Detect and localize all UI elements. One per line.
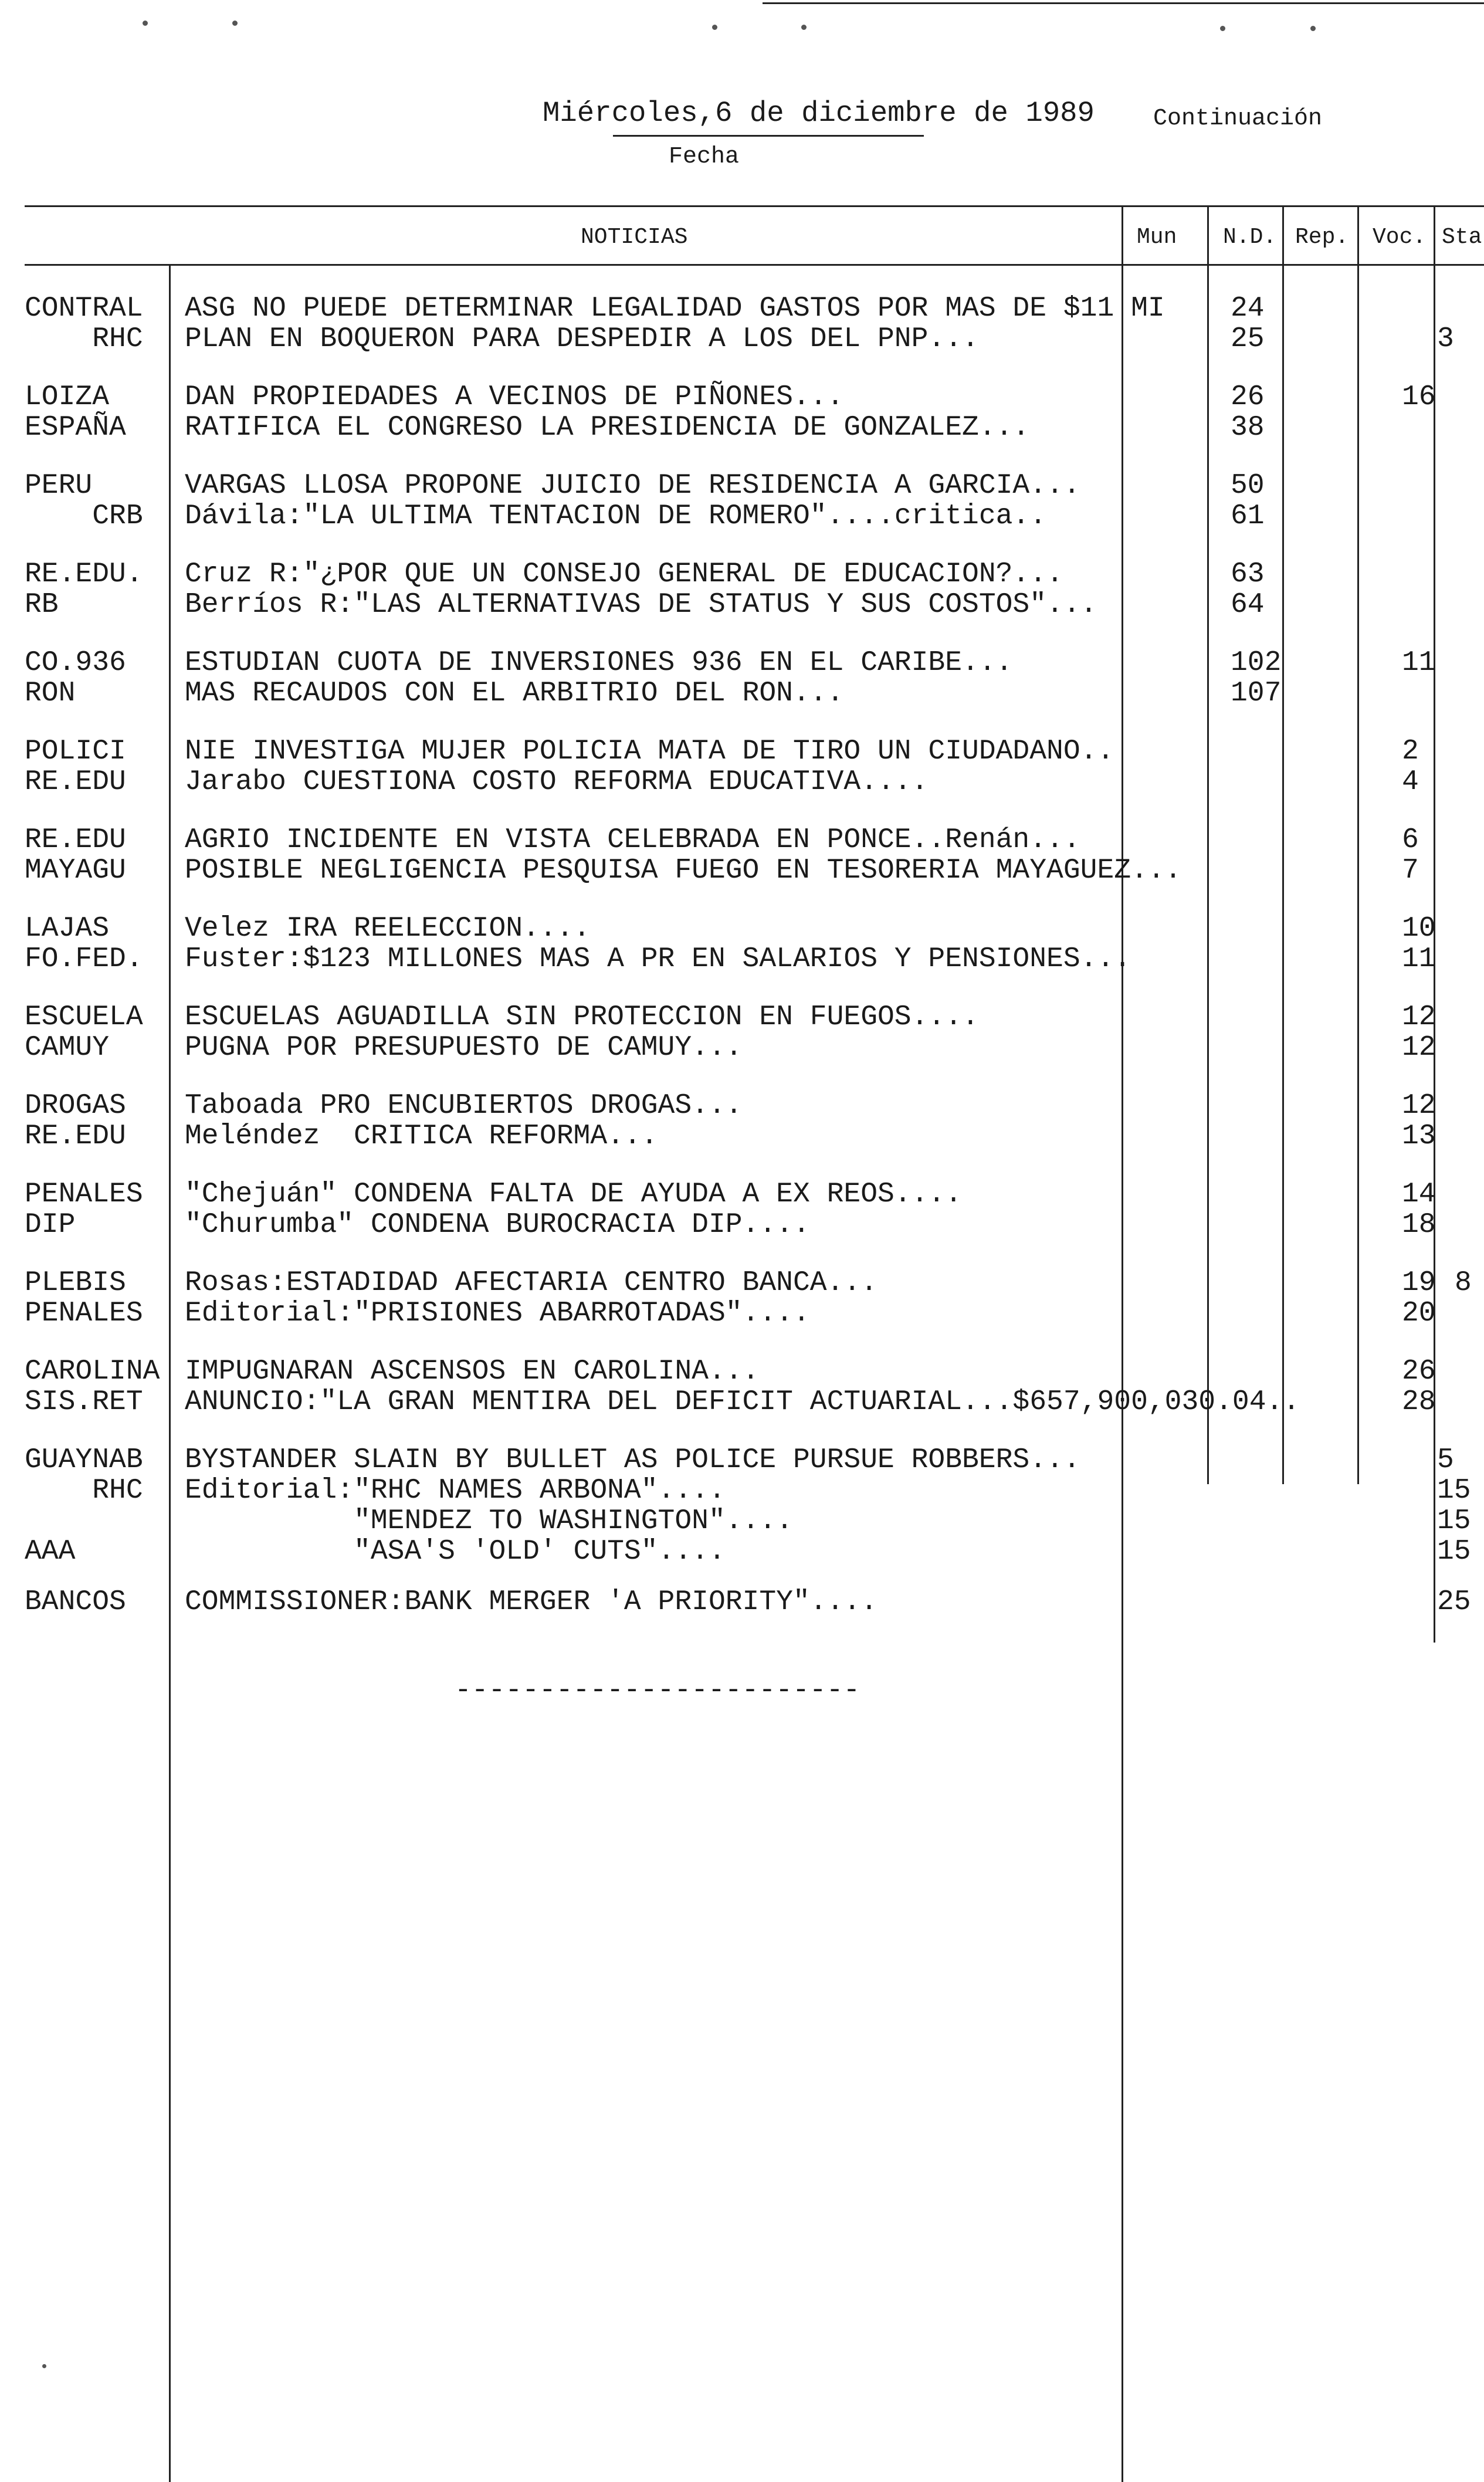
table-top-rule: [25, 205, 1484, 207]
section-code: CRB: [25, 500, 143, 532]
voc-page: 28: [1402, 1386, 1436, 1418]
table-row: [0, 678, 1484, 709]
punch-mark: [232, 21, 238, 26]
sta-page: 15: [1437, 1505, 1471, 1537]
punch-mark: [801, 25, 807, 30]
column-header-voc: Voc.: [1373, 225, 1427, 250]
top-edge-line: [763, 2, 1484, 4]
table-row: [0, 1475, 1484, 1506]
headline: "MENDEZ TO WASHINGTON"....: [185, 1505, 793, 1537]
section-code: CONTRAL: [25, 293, 143, 324]
sta-page: 15: [1437, 1536, 1471, 1567]
headline: Dávila:"LA ULTIMA TENTACION DE ROMERO"....critica..: [185, 500, 1047, 532]
section-code: PENALES: [25, 1298, 143, 1329]
section-code: RHC: [25, 323, 143, 355]
nd-page: 107: [1231, 678, 1282, 709]
table-row: [0, 1387, 1484, 1417]
voc-page: 7: [1402, 855, 1419, 886]
column-header-noticias: NOTICIAS: [581, 225, 688, 250]
table-row: [0, 382, 1484, 412]
section-code: SIS.RET: [25, 1386, 143, 1418]
table-row: [0, 559, 1484, 590]
voc-page: 11: [1402, 943, 1436, 975]
section-code: BANCOS: [25, 1586, 126, 1618]
section-code: CAROLINA: [25, 1356, 160, 1387]
table-row: [0, 1179, 1484, 1210]
section-code: DIP: [25, 1209, 76, 1241]
punch-mark: [1310, 26, 1316, 31]
headline: POSIBLE NEGLIGENCIA PESQUISA FUEGO EN TESORERIA MAYAGUEZ...: [185, 855, 1182, 886]
voc-page: 6: [1402, 824, 1419, 856]
table-row: [0, 825, 1484, 855]
voc-page: 26: [1402, 1356, 1436, 1387]
table-row: [0, 1445, 1484, 1475]
voc-page: 13: [1402, 1120, 1436, 1152]
sta-page: 15: [1437, 1475, 1471, 1506]
punch-mark: [712, 25, 717, 30]
headline: ESCUELAS AGUADILLA SIN PROTECCION EN FUEGOS....: [185, 1001, 979, 1033]
section-code: RB: [25, 589, 59, 621]
voc-page: 4: [1402, 766, 1419, 798]
headline: Meléndez CRITICA REFORMA...: [185, 1120, 658, 1152]
voc-page: 12: [1402, 1032, 1436, 1064]
headline: AGRIO INCIDENTE EN VISTA CELEBRADA EN PONCE..Renán...: [185, 824, 1080, 856]
report-date: Miércoles,6 de diciembre de 1989: [543, 97, 1095, 130]
headline: Taboada PRO ENCUBIERTOS DROGAS...: [185, 1090, 743, 1122]
headline: "ASA'S 'OLD' CUTS"....: [185, 1536, 726, 1567]
voc-page: 10: [1402, 913, 1436, 944]
date-caption: Fecha: [669, 144, 740, 170]
section-code: LOIZA: [25, 381, 110, 413]
section-code: RE.EDU: [25, 1120, 126, 1152]
column-header-nd: N.D.: [1223, 225, 1277, 250]
section-code: GUAYNAB: [25, 1444, 143, 1476]
stray-mark: [42, 2364, 46, 2368]
table-row: [0, 944, 1484, 974]
nd-page: 50: [1231, 470, 1265, 502]
headline: PUGNA POR PRESUPUESTO DE CAMUY...: [185, 1032, 743, 1064]
section-code: LAJAS: [25, 913, 110, 944]
sta-page: 5: [1437, 1444, 1454, 1476]
section-code: DROGAS: [25, 1090, 126, 1122]
headline: DAN PROPIEDADES A VECINOS DE PIÑONES...: [185, 381, 844, 413]
nd-page: 26: [1231, 381, 1265, 413]
sta-page: 3: [1437, 323, 1454, 355]
section-code: PENALES: [25, 1179, 143, 1210]
headline: "Chejuán" CONDENA FALTA DE AYUDA A EX REOS....: [185, 1179, 963, 1210]
section-code: CO.936: [25, 647, 126, 679]
headline: Cruz R:"¿POR QUE UN CONSEJO GENERAL DE EDUCACION?...: [185, 558, 1063, 590]
headline: Fuster:$123 MILLONES MAS A PR EN SALARIOS Y PENSIONES...: [185, 943, 1131, 975]
table-row: [0, 1506, 1484, 1536]
voc-page: 20: [1402, 1298, 1436, 1329]
headline: ANUNCIO:"LA GRAN MENTIRA DEL DEFICIT ACTUARIAL...$657,900,030.04..: [185, 1386, 1300, 1418]
nd-page: 38: [1231, 412, 1265, 443]
table-row: [0, 1210, 1484, 1240]
section-code: POLICI: [25, 736, 126, 767]
voc-page: 12: [1402, 1090, 1436, 1122]
headline: NIE INVESTIGA MUJER POLICIA MATA DE TIRO UN CIUDADANO..: [185, 736, 1114, 767]
table-row: [0, 1268, 1484, 1298]
section-code: ESPAÑA: [25, 412, 126, 443]
table-row: [0, 1587, 1484, 1617]
table-row: [0, 736, 1484, 767]
section-code: RE.EDU: [25, 824, 126, 856]
nd-page: 61: [1231, 500, 1265, 532]
headline: Editorial:"PRISIONES ABARROTADAS"....: [185, 1298, 810, 1329]
headline: ESTUDIAN CUOTA DE INVERSIONES 936 EN EL CARIBE...: [185, 647, 1013, 679]
mun-column-divider: [1122, 205, 1123, 2482]
table-row: [0, 412, 1484, 443]
continuation-label: Continuación: [1153, 106, 1323, 132]
punch-mark: [143, 21, 148, 26]
section-code: PERU: [25, 470, 93, 502]
punch-mark: [1220, 26, 1225, 31]
table-row: [0, 1091, 1484, 1121]
table-row: [0, 1002, 1484, 1032]
headline: Editorial:"RHC NAMES ARBONA"....: [185, 1475, 726, 1506]
table-header-rule: [25, 264, 1484, 266]
voc-page: 18: [1402, 1209, 1436, 1241]
headline: ASG NO PUEDE DETERMINAR LEGALIDAD GASTOS POR MAS DE $11 MI: [185, 293, 1165, 324]
headline: Velez IRA REELECCION....: [185, 913, 591, 944]
section-code: RON: [25, 678, 76, 709]
section-code: RE.EDU: [25, 766, 126, 798]
table-row: [0, 913, 1484, 944]
table-row: [0, 855, 1484, 886]
table-row: [0, 501, 1484, 531]
voc-page: 16: [1402, 381, 1436, 413]
table-row: [0, 324, 1484, 354]
headline: RATIFICA EL CONGRESO LA PRESIDENCIA DE GONZALEZ...: [185, 412, 1030, 443]
section-code: PLEBIS: [25, 1267, 126, 1299]
headline: VARGAS LLOSA PROPONE JUICIO DE RESIDENCIA A GARCIA...: [185, 470, 1080, 502]
nd-page: 25: [1231, 323, 1265, 355]
sta-page: 8: [1455, 1267, 1472, 1299]
section-code: RHC: [25, 1475, 143, 1506]
table-row: [0, 293, 1484, 324]
headline: BYSTANDER SLAIN BY BULLET AS POLICE PURSUE ROBBERS...: [185, 1444, 1080, 1476]
voc-page: 12: [1402, 1001, 1436, 1033]
date-underline: [613, 135, 924, 137]
section-code: ESCUELA: [25, 1001, 143, 1033]
voc-page: 19: [1402, 1267, 1436, 1299]
sta-page: 25: [1437, 1586, 1471, 1618]
table-row: [0, 648, 1484, 678]
headline: MAS RECAUDOS CON EL ARBITRIO DEL RON...: [185, 678, 844, 709]
column-header-rep: Rep.: [1295, 225, 1349, 250]
voc-page: 11: [1402, 647, 1436, 679]
headline: IMPUGNARAN ASCENSOS EN CAROLINA...: [185, 1356, 760, 1387]
footer-divider: ------------------------: [455, 1675, 860, 1706]
nd-page: 64: [1231, 589, 1265, 621]
column-header-mun: Mun: [1137, 225, 1177, 250]
section-code: RE.EDU.: [25, 558, 143, 590]
headline: COMMISSIONER:BANK MERGER 'A PRIORITY"....: [185, 1586, 877, 1618]
table-row: [0, 1536, 1484, 1567]
nd-page: 102: [1231, 647, 1282, 679]
headline: PLAN EN BOQUERON PARA DESPEDIR A LOS DEL PNP...: [185, 323, 979, 355]
table-row: [0, 1356, 1484, 1387]
table-row: [0, 1032, 1484, 1063]
section-code: CAMUY: [25, 1032, 110, 1064]
table-row: [0, 1298, 1484, 1329]
column-header-sta: Sta: [1442, 225, 1482, 250]
headline: Rosas:ESTADIDAD AFECTARIA CENTRO BANCA...: [185, 1267, 877, 1299]
section-code: MAYAGU: [25, 855, 126, 886]
headline: Jarabo CUESTIONA COSTO REFORMA EDUCATIVA....: [185, 766, 929, 798]
headline: Berríos R:"LAS ALTERNATIVAS DE STATUS Y SUS COSTOS"...: [185, 589, 1097, 621]
voc-page: 14: [1402, 1179, 1436, 1210]
nd-page: 24: [1231, 293, 1265, 324]
table-row: [0, 590, 1484, 620]
table-row: [0, 767, 1484, 797]
section-code: FO.FED.: [25, 943, 143, 975]
voc-page: 2: [1402, 736, 1419, 767]
section-code: AAA: [25, 1536, 76, 1567]
table-row: [0, 470, 1484, 501]
nd-page: 63: [1231, 558, 1265, 590]
table-row: [0, 1121, 1484, 1152]
headline: "Churumba" CONDENA BUROCRACIA DIP....: [185, 1209, 810, 1241]
